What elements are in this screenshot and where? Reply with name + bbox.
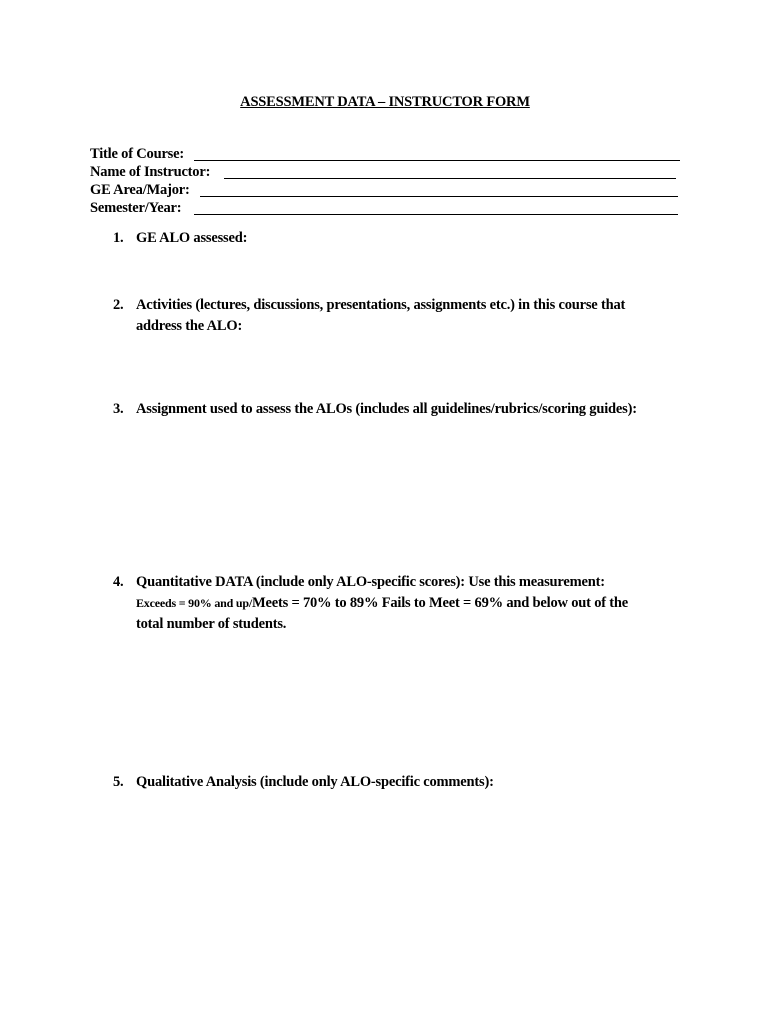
question-1-number: 1. <box>113 230 124 246</box>
ge-area-line[interactable] <box>200 196 678 197</box>
ge-area-label: GE Area/Major: <box>90 182 190 198</box>
semester-year-label: Semester/Year: <box>90 200 182 216</box>
question-3-number: 3. <box>113 401 124 417</box>
question-2-line-2: address the ALO: <box>136 318 243 334</box>
question-4-line-3: total number of students. <box>136 616 287 632</box>
instructor-name-label: Name of Instructor: <box>90 164 211 180</box>
question-4-number: 4. <box>113 574 124 590</box>
instructor-name-line[interactable] <box>224 178 676 179</box>
instructor-name-field <box>90 164 680 182</box>
question-5-number: 5. <box>113 774 124 790</box>
course-title-field <box>90 146 680 164</box>
semester-year-line[interactable] <box>194 214 678 215</box>
question-4-meets-text: Meets = 70% to 89% Fails to Meet = 69% and below out of the <box>252 595 629 611</box>
ge-area-field <box>90 182 680 200</box>
question-4-exceeds-text: Exceeds = 90% and up/ <box>136 596 252 610</box>
semester-year-field <box>90 200 680 218</box>
question-4-text <box>136 572 628 635</box>
question-2-line-1: Activities (lectures, discussions, presentations, assignments etc.) in this course that <box>136 297 626 313</box>
question-4-line-2 <box>136 593 628 614</box>
course-title-line[interactable] <box>194 160 680 161</box>
question-2-text <box>136 295 625 337</box>
question-4-line-1: Quantitative DATA (include only ALO-specific scores): Use this measurement: <box>136 574 605 590</box>
question-5-text: Qualitative Analysis (include only ALO-specific comments): <box>136 774 494 790</box>
question-1-text: GE ALO assessed: <box>136 230 248 246</box>
question-3-text: Assignment used to assess the ALOs (includes all guidelines/rubrics/scoring guides): <box>136 401 637 417</box>
course-title-label: Title of Course: <box>90 146 184 162</box>
form-title: ASSESSMENT DATA – INSTRUCTOR FORM <box>240 94 530 110</box>
question-2-number: 2. <box>113 297 124 313</box>
